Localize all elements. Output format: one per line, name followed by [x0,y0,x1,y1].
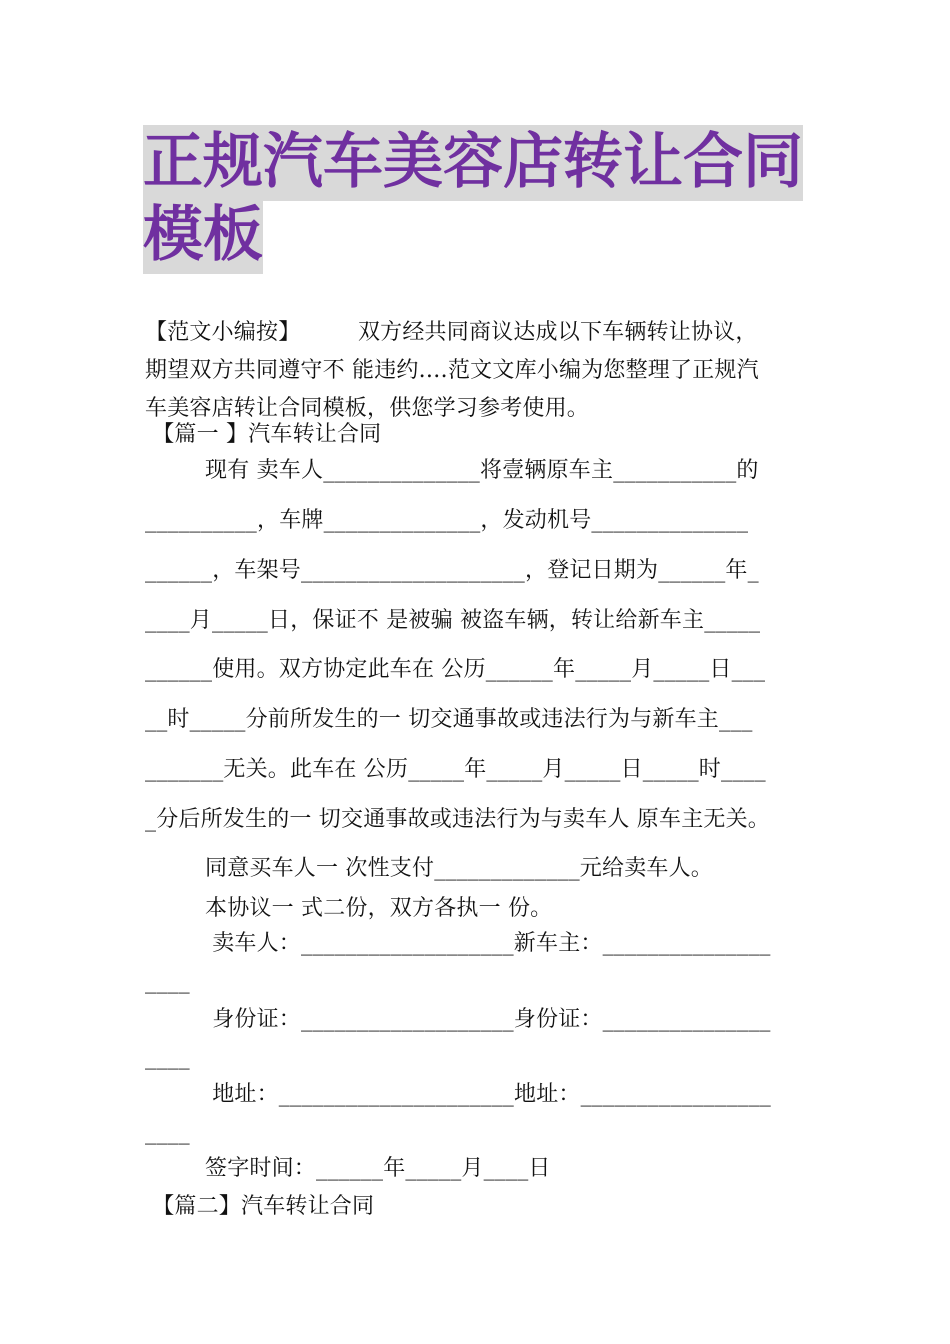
document-title-line-2: 模板 [143,204,808,266]
intro-line-1: 【范文小编按】 双方经共同商议达成以下车辆转让协议， [145,320,758,345]
contract-paragraph-line: ____月_____日，保证不 是被骗 被盗车辆，转让给新车主_____ [145,608,761,633]
intro-line-2: 期望双方共同遵守不 能违约.…范文文库小编为您整理了正规汽 [145,358,759,383]
signature-line-continuation: ____ [145,969,190,994]
signature-line-continuation: ____ [145,1120,190,1145]
document-title-line-1: 正规汽车美容店转让合同 [143,131,808,193]
intro-line-3: 车美容店转让合同模板，供您学习参考使用。 [145,396,590,421]
payment-clause: 同意买车人一 次性支付_____________元给卖车人。 [205,856,713,881]
signature-line-continuation: ____ [145,1045,190,1070]
contract-paragraph-line: __________，车牌______________，发动机号______________ [145,508,749,533]
address-line: 地址：_____________________地址：_________________ [205,1082,771,1107]
id-card-line: 身份证：___________________身份证：_______________ [205,1007,771,1032]
contract-paragraph-line: ______，车架号____________________，登记日期为______年_ [145,558,759,583]
copies-clause: 本协议一 式二份，双方各执一 份。 [205,896,553,921]
seller-signature-line: 卖车人：___________________新车主：_______________ [205,931,771,956]
sign-date-line: 签字时间：______年_____月____日 [205,1156,551,1181]
contract-paragraph-line: _分后所发生的一 切交通事故或违法行为与卖车人 原车主无关。 [145,807,770,832]
contract-paragraph-line: _______无关。此车在 公历_____年_____月_____日_____时____ [145,757,766,782]
contract-paragraph-line: 现有 卖车人______________将壹辆原车主___________的 [205,458,759,483]
contract-paragraph-line: ______使用。双方协定此车在 公历______年_____月_____日___ [145,657,766,682]
section-2-heading: 【篇二】汽车转让合同 [145,1194,375,1219]
contract-paragraph-line: __时_____分前所发生的一 切交通事故或违法行为与新车主___ [145,707,753,732]
section-1-heading: 【篇一 】汽车转让合同 [145,422,382,447]
